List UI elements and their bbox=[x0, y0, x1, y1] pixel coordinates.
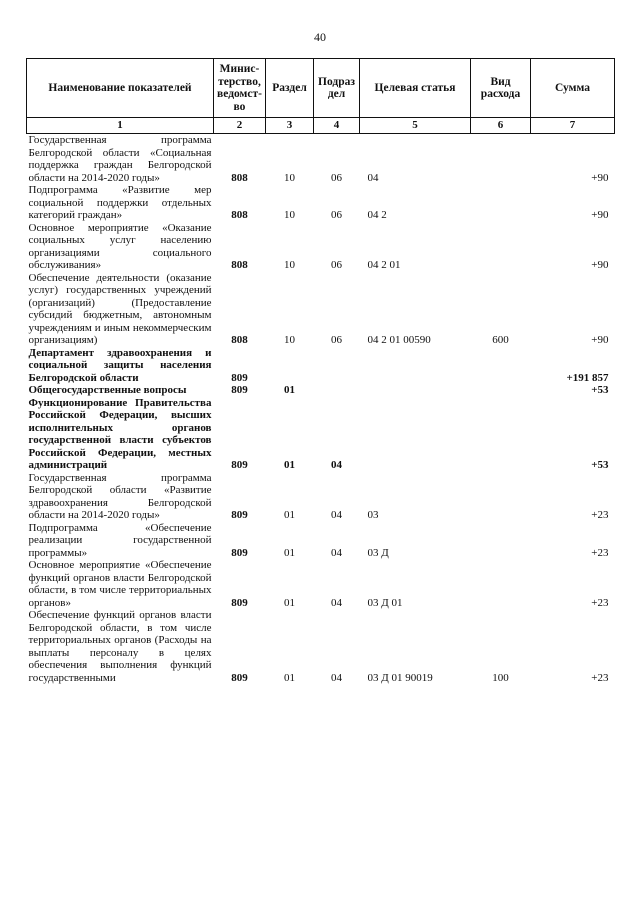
row-ministry: 808 bbox=[231, 171, 248, 184]
header-ministry: Минис-терство, ведомст-во bbox=[214, 59, 266, 118]
row-name: Государственная программа Белгородской области «Социальная поддержка граждан Белгородской области на 2014-2020 годы» bbox=[28, 134, 212, 184]
row-expense-type bbox=[471, 384, 531, 397]
row-section: 01 bbox=[284, 509, 295, 521]
table-row bbox=[27, 559, 615, 609]
header-expense-type: Вид расхода bbox=[471, 59, 531, 118]
row-expense-type bbox=[471, 472, 531, 522]
table-row bbox=[27, 384, 615, 397]
row-section: 10 bbox=[284, 334, 295, 346]
row-name: Обеспечение функций органов власти Белгородской области, в том числе территориальных органов (Расходы на выплаты персоналу в целях обеспечения выполнения функций государственными bbox=[28, 609, 212, 684]
header-section: Раздел bbox=[266, 59, 314, 118]
table-row bbox=[27, 272, 615, 347]
column-number: 4 bbox=[314, 118, 360, 134]
row-name: Основное мероприятие «Оказание социальных услуг населению организациями социального обслуживания» bbox=[28, 221, 212, 271]
row-target bbox=[360, 384, 471, 397]
row-subsection bbox=[314, 384, 360, 397]
row-section: 01 bbox=[284, 671, 295, 684]
header-amount: Сумма bbox=[531, 59, 615, 118]
row-name: Подпрограмма «Развитие мер социальной поддержки отдельных категорий граждан» bbox=[28, 184, 212, 221]
row-subsection: 06 bbox=[331, 259, 342, 271]
row-expense-type bbox=[471, 559, 531, 609]
row-expense-type bbox=[471, 184, 531, 222]
row-expense-type: 100 bbox=[492, 671, 509, 684]
row-expense-type: 600 bbox=[492, 334, 509, 346]
column-number: 1 bbox=[27, 118, 214, 134]
row-target: 03 Д 01 90019 bbox=[367, 671, 433, 684]
table-row bbox=[27, 347, 615, 385]
row-amount: +23 bbox=[591, 596, 609, 609]
row-ministry: 808 bbox=[231, 259, 248, 271]
row-subsection: 04 bbox=[331, 546, 342, 559]
column-number: 2 bbox=[214, 118, 266, 134]
column-number: 3 bbox=[266, 118, 314, 134]
row-ministry: 809 bbox=[231, 509, 248, 521]
row-ministry: 809 bbox=[231, 459, 248, 471]
row-amount: +23 bbox=[591, 546, 609, 559]
row-target bbox=[360, 397, 471, 472]
row-target: 04 2 bbox=[367, 209, 387, 221]
column-number: 7 bbox=[531, 118, 615, 134]
row-target bbox=[360, 347, 471, 385]
row-amount: +53 bbox=[591, 384, 609, 396]
row-expense-type bbox=[471, 222, 531, 272]
table-row bbox=[27, 397, 615, 472]
table-row bbox=[27, 609, 615, 684]
row-expense-type bbox=[471, 134, 531, 185]
column-number: 5 bbox=[360, 118, 471, 134]
row-name: Государственная программа Белгородской области «Развитие здравоохранения Белгородской области на 2014-2020 годы» bbox=[28, 471, 212, 521]
table-row bbox=[27, 134, 615, 185]
row-section: 01 bbox=[284, 546, 295, 559]
row-amount: +90 bbox=[591, 171, 609, 184]
row-expense-type bbox=[471, 522, 531, 560]
header-subsection: Подраз дел bbox=[314, 59, 360, 118]
table-row bbox=[27, 522, 615, 560]
row-target: 04 bbox=[367, 171, 379, 184]
row-subsection: 04 bbox=[331, 671, 342, 684]
row-name: Основное мероприятие «Обеспечение функций органов власти Белгородской области, в том числе территориальных органов» bbox=[28, 559, 212, 609]
row-amount: +23 bbox=[591, 509, 609, 521]
row-section: 01 bbox=[284, 459, 295, 471]
row-section: 10 bbox=[284, 259, 295, 271]
row-ministry: 809 bbox=[231, 546, 248, 559]
row-name: Подпрограмма «Обеспечение реализации государственной программы» bbox=[28, 521, 212, 559]
header-row bbox=[27, 59, 615, 118]
row-ministry: 809 bbox=[231, 596, 248, 609]
row-amount: +191 857 bbox=[566, 371, 609, 384]
row-section: 10 bbox=[284, 209, 295, 221]
row-ministry: 808 bbox=[231, 209, 248, 221]
column-number-row bbox=[27, 118, 615, 134]
row-section bbox=[266, 347, 314, 385]
row-expense-type bbox=[471, 347, 531, 385]
row-ministry: 808 bbox=[231, 334, 248, 346]
row-name: Обеспечение деятельности (оказание услуг) государственных учреждений (организаций) (Предоставление субсидий бюджетным, автономным учреждениям и иным некоммерческим организациям) bbox=[28, 271, 212, 346]
row-amount: +90 bbox=[591, 334, 609, 346]
table-row bbox=[27, 184, 615, 222]
row-target: 04 2 01 bbox=[367, 259, 401, 271]
table-row bbox=[27, 222, 615, 272]
row-target: 03 Д 01 bbox=[367, 596, 403, 609]
row-amount: +90 bbox=[591, 209, 609, 221]
row-subsection: 04 bbox=[331, 459, 342, 471]
page-number: 40 bbox=[314, 30, 326, 44]
row-name: Функционирование Правительства Российской Федерации, высших исполнительных органов государственной власти субъектов Российской Федерации, местных администраций bbox=[28, 396, 212, 471]
row-subsection: 06 bbox=[331, 171, 342, 184]
row-expense-type bbox=[471, 397, 531, 472]
header-name: Наименование показателей bbox=[27, 59, 214, 118]
row-target: 04 2 01 00590 bbox=[367, 334, 431, 346]
row-ministry: 809 bbox=[231, 371, 248, 384]
row-name: Департамент здравоохранения и социальной защиты населения Белгородской области bbox=[28, 346, 212, 384]
row-amount: +90 bbox=[591, 259, 609, 271]
row-section: 01 bbox=[284, 384, 295, 396]
column-number: 6 bbox=[471, 118, 531, 134]
row-subsection: 04 bbox=[331, 509, 342, 521]
row-subsection: 04 bbox=[331, 596, 342, 609]
header-target: Целевая статья bbox=[360, 59, 471, 118]
row-amount: +53 bbox=[591, 459, 609, 471]
row-name: Общегосударственные вопросы bbox=[28, 384, 187, 396]
row-section: 01 bbox=[284, 596, 295, 609]
row-subsection: 06 bbox=[331, 334, 342, 346]
budget-table bbox=[26, 58, 615, 684]
row-amount: +23 bbox=[591, 671, 609, 684]
row-ministry: 809 bbox=[231, 384, 248, 396]
row-target: 03 bbox=[367, 509, 379, 521]
table-row bbox=[27, 472, 615, 522]
row-subsection: 06 bbox=[331, 209, 342, 221]
row-ministry: 809 bbox=[231, 671, 248, 684]
row-subsection bbox=[314, 347, 360, 385]
row-target: 03 Д bbox=[367, 546, 389, 559]
row-section: 10 bbox=[284, 171, 295, 184]
